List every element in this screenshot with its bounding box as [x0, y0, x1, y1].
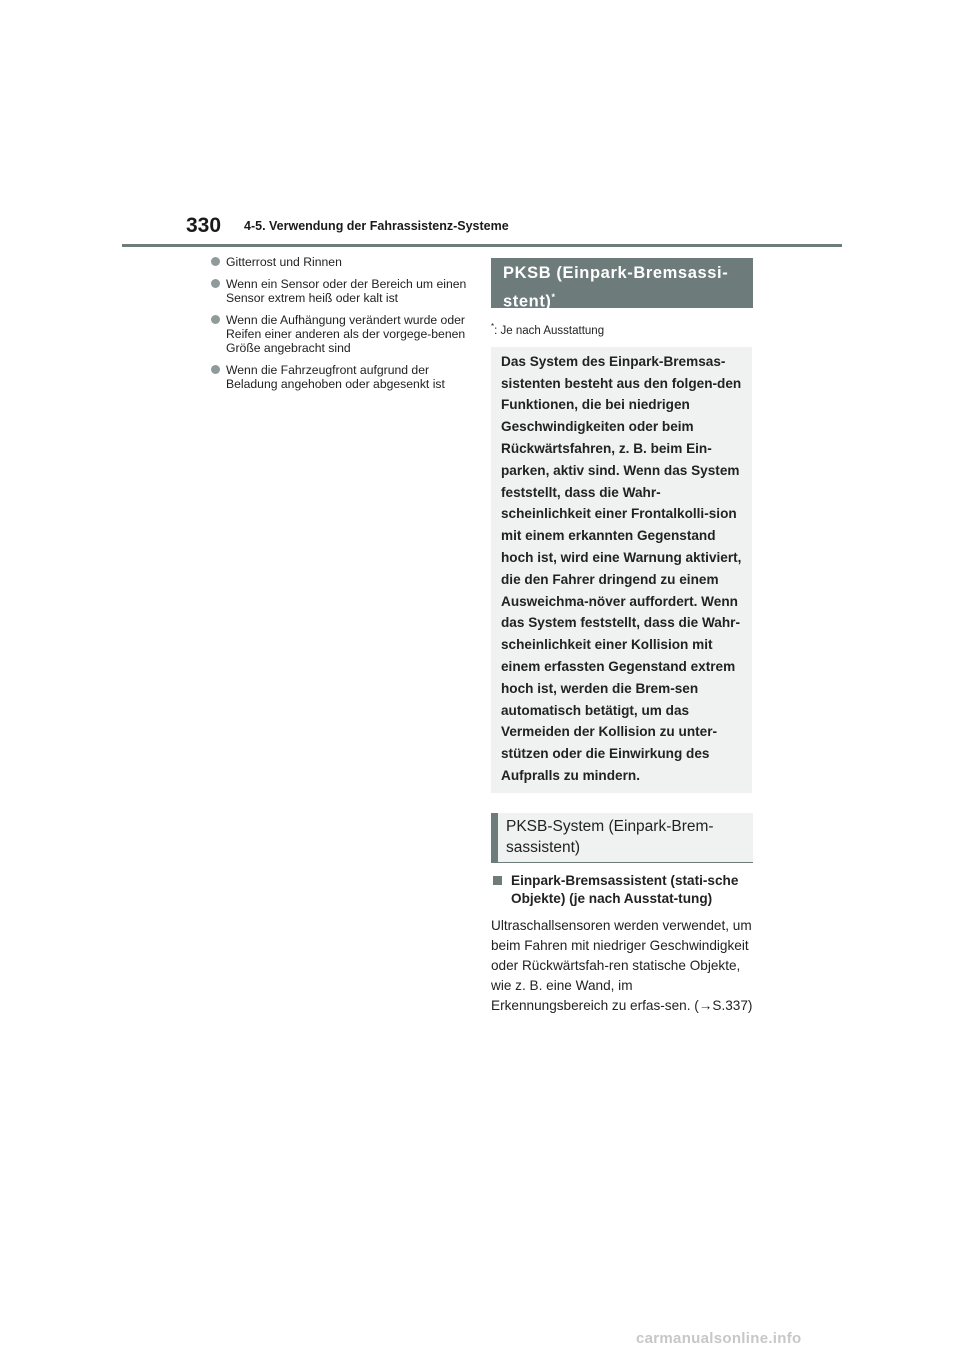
footnote: [491, 322, 753, 337]
summary-box: [491, 347, 752, 793]
list-item: [210, 313, 475, 355]
list-item-text: Wenn die Fahrzeugfront aufgrund der Beladung angehoben oder abgesenkt ist: [226, 363, 445, 391]
sub-heading: [491, 813, 753, 863]
header-divider: [122, 244, 842, 247]
bullet-icon: [211, 315, 220, 324]
list-item: [210, 277, 475, 305]
page-number: 330: [186, 214, 222, 237]
square-bullet-icon: [493, 876, 502, 885]
section-title: 4-5. Verwendung der Fahrassistenz-Systeme: [244, 219, 509, 233]
summary-text: Das System des Einpark-Bremsas-sistenten besteht aus den folgen-den Funktionen, die bei niedrigen Geschwindigkeiten oder beim Rückwärtsfahren, z. B. beim Ein-parken, aktiv sind. Wenn das System feststellt, dass die Wahr-scheinlichkeit einer Frontalkolli-sion mit einem erkannten Gegenstand hoch ist, wird eine Warnung aktiviert, die den Fahrer dringend zu einem Ausweichma-növer auffordert. Wenn das System feststellt, dass die Wahr-scheinlichkeit einer Kollision mit einem erfassten Gegenstand extrem hoch ist, werden die Brem-sen automatisch betätigt, um das Vermeiden der Kollision zu unter-stützen oder die Einwirkung des Aufpralls zu mindern.: [501, 353, 742, 783]
footnote-marker: *: [551, 292, 556, 302]
footnote-marker: *: [491, 322, 495, 331]
list-item: [210, 363, 475, 391]
footnote-text: : Je nach Ausstattung: [494, 324, 605, 337]
watermark: carmanualsonline.info: [636, 1330, 802, 1347]
bullet-icon: [211, 279, 220, 288]
right-column: [491, 258, 753, 1016]
list-item-text: Wenn ein Sensor oder der Bereich um einen Sensor extrem heiß oder kalt ist: [226, 277, 467, 305]
chapter-title: PKSB (Einpark-Bremsassi-stent): [503, 264, 729, 311]
sub-sub-heading: [491, 872, 753, 908]
list-item-text: Gitterrost und Rinnen: [226, 255, 342, 269]
body-paragraph: Ultraschallsensoren werden verwendet, um beim Fahren mit niedriger Geschwindigkeit oder Rückwärtsfah-ren statische Objekte, wie z. B. eine Wand, im Erkennungsbereich zu erfas-sen. (→S.337): [491, 917, 753, 1013]
left-column: [210, 255, 475, 399]
sub-sub-heading-text: Einpark-Bremsassistent (stati-sche Objekte) (je nach Ausstat-tung): [511, 872, 739, 906]
list-item-text: Wenn die Aufhängung verändert wurde oder Reifen einer anderen als der vorgege-benen Größe angebracht sind: [226, 313, 466, 355]
sub-heading-text: PKSB-System (Einpark-Brem-sassistent): [506, 817, 714, 856]
bullet-icon: [211, 365, 220, 374]
chapter-title-bar: [491, 258, 753, 311]
condition-list: [210, 255, 475, 391]
bullet-icon: [211, 257, 220, 266]
list-item: [210, 255, 475, 269]
